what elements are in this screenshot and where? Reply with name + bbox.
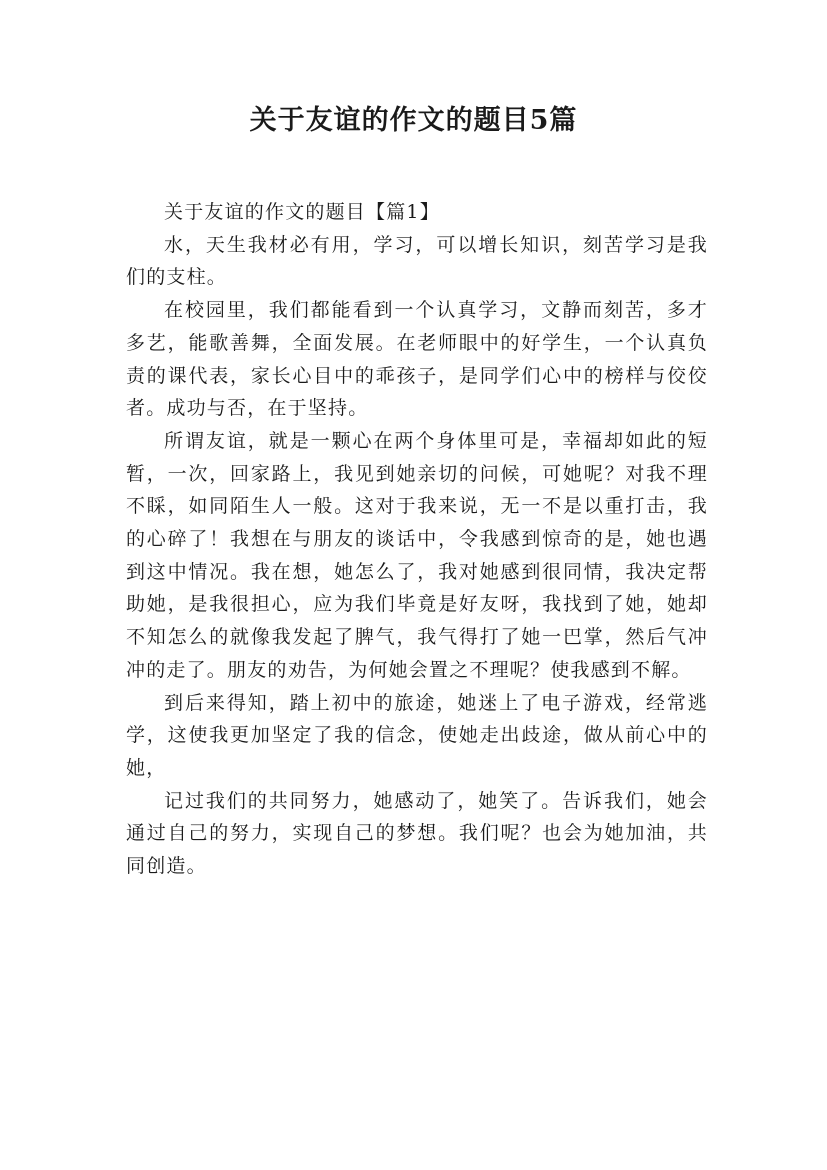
paragraph: 所谓友谊，就是一颗心在两个身体里可是，幸福却如此的短暂，一次，回家路上，我见到她亲切的问候，可她呢？对我不理不睬，如同陌生人一般。这对于我来说，无一不是以重打击，我的心碎了！我想在与朋友的谈话中，令我感到惊奇的是，她也遇到这中情况。我在想，她怎么了，我对她感到很同情，我决定帮助她，是我很担心，应为我们毕竟是好友呀，我找到了她，她却不知怎么的就像我发起了脾气，我气得打了她一巴掌，然后气冲冲的走了。朋友的劝告，为何她会置之不理呢？使我感到不解。: [126, 429, 708, 681]
document-title: 关于友谊的作文的题目5篇: [249, 105, 578, 136]
paragraph-heading: 关于友谊的作文的题目【篇1】: [164, 201, 440, 223]
document-body: [126, 196, 708, 883]
paragraph: 在校园里，我们都能看到一个认真学习，文静而刻苦，多才多艺，能歌善舞，全面发展。在老师眼中的好学生，一个认真负责的课代表，家长心目中的乖孩子，是同学们心中的榜样与佼佼者。成功与否，在于坚持。: [126, 299, 708, 420]
paragraph: 记过我们的共同努力，她感动了，她笑了。告诉我们，她会通过自己的努力，实现自己的梦想。我们呢？也会为她加油，共同创造。: [126, 789, 708, 878]
paragraph: 到后来得知，踏上初中的旅途，她迷上了电子游戏，经常逃学，这使我更加坚定了我的信念，使她走出歧途，做从前心中的她，: [126, 691, 708, 779]
paragraph: 水，天生我材必有用，学习，可以增长知识，刻苦学习是我们的支柱。: [126, 233, 708, 289]
